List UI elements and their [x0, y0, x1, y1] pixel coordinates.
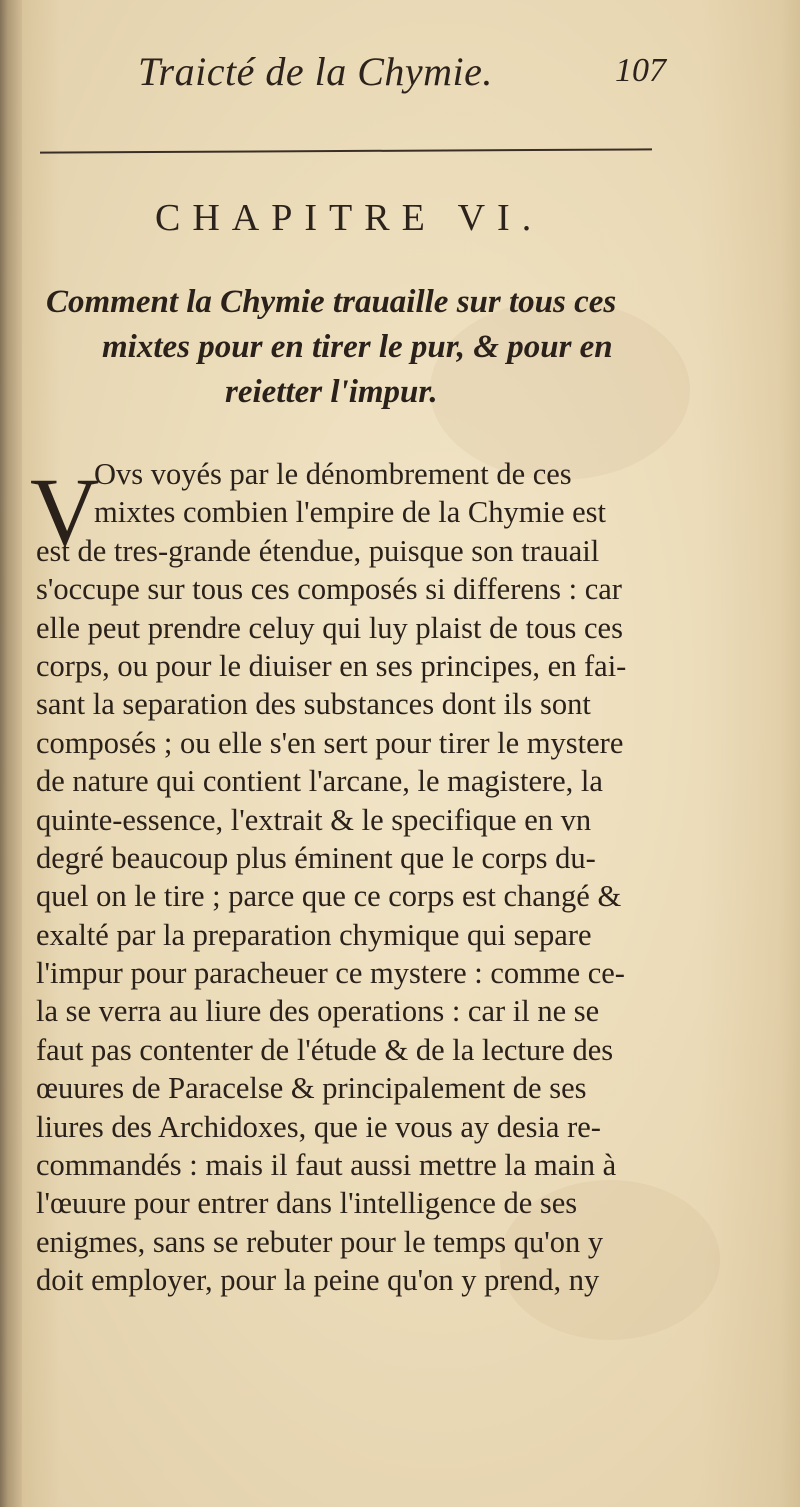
body-line: mixtes combien l'empire de la Chymie est — [94, 495, 607, 530]
body-line: Ovs voyés par le dénombrement de ces — [94, 457, 572, 491]
body-line: de nature qui contient l'arcane, le magistere, la — [36, 764, 603, 799]
body-line: est de tres-grande étendue, puisque son trauail — [36, 533, 600, 568]
body-line: enigmes, sans se rebuter pour le temps qu'on y — [36, 1224, 604, 1259]
book-spine-shadow — [0, 0, 22, 1507]
body-line: doit employer, pour la peine qu'on y prend, ny — [36, 1263, 600, 1298]
body-line: exalté par la preparation chymique qui separe — [36, 917, 592, 952]
body-line: elle peut prendre celuy qui luy plaist de tous ces — [36, 610, 623, 645]
body-text — [36, 455, 716, 1300]
chapter-title-line: reietter l'impur. — [225, 374, 438, 410]
page-number: 107 — [615, 52, 666, 89]
body-line: composés ; ou elle s'en sert pour tirer le mystere — [36, 725, 624, 760]
body-line: liures des Archidoxes, que ie vous ay desia re- — [36, 1109, 601, 1144]
running-head: Traicté de la Chymie. — [138, 49, 493, 94]
body-line: quel on le tire ; parce que ce corps est changé & — [36, 879, 622, 914]
body-line: l'impur pour paracheuer ce mystere : comme ce- — [36, 956, 625, 991]
body-line: l'œuure pour entrer dans l'intelligence de ses — [36, 1186, 578, 1221]
drop-cap: V — [30, 458, 100, 565]
body-line: la se verra au liure des operations : car il ne se — [36, 994, 600, 1029]
chapter-title-line: Comment la Chymie trauaille sur tous ces — [46, 284, 617, 320]
chapter-title-line: mixtes pour en tirer le pur, & pour en — [102, 329, 613, 365]
chapter-title — [40, 280, 680, 415]
chapter-heading: CHAPITRE VI. — [155, 197, 544, 239]
body-line: s'occupe sur tous ces composés si differens : car — [36, 572, 622, 607]
body-line: degré beaucoup plus éminent que le corps du- — [36, 840, 596, 875]
body-line: faut pas contenter de l'étude & de la lecture des — [36, 1032, 614, 1067]
body-line: œuures de Paracelse & principalement de ses — [36, 1071, 587, 1106]
body-line: corps, ou pour le diuiser en ses principes, en fai- — [36, 648, 627, 683]
body-line: commandés : mais il faut aussi mettre la main à — [36, 1148, 617, 1183]
body-line: sant la separation des substances dont ils sont — [36, 687, 591, 722]
body-line: quinte-essence, l'extrait & le specifique en vn — [36, 802, 592, 837]
header-rule — [40, 148, 652, 153]
